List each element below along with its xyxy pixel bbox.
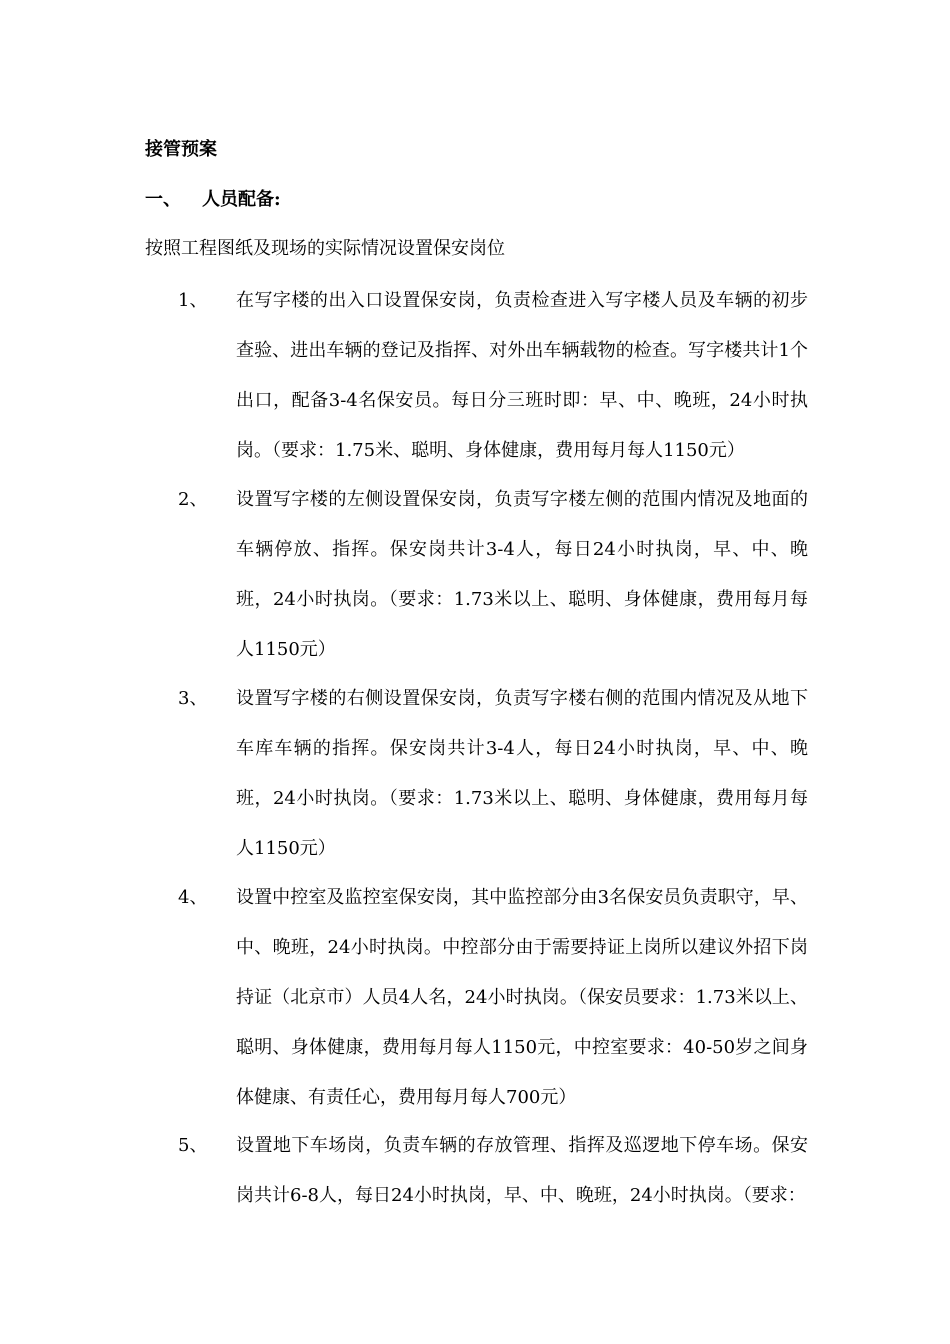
list-item-marker: 2、	[178, 489, 208, 510]
list-item-3	[178, 674, 810, 874]
list-item-text: 设置写字楼的左侧设置保安岗，负责写字楼左侧的范围内情况及地面的车辆停放、指挥。保安岗共计3-4人，每日24小时执岗，早、中、晚班，24小时执岗。（要求：1.73米以上、聪明、身体健康，费用每月每人1150元）	[236, 489, 808, 660]
document-title: 接管预案	[145, 139, 217, 160]
section-title: 人员配备:	[202, 189, 281, 210]
list-item-marker: 5、	[178, 1135, 208, 1156]
list-item-marker: 1、	[178, 290, 208, 311]
intro-paragraph: 按照工程图纸及现场的实际情况设置保安岗位	[145, 238, 505, 259]
list-item-2	[178, 475, 810, 675]
list-item-text: 在写字楼的出入口设置保安岗，负责检查进入写字楼人员及车辆的初步查验、进出车辆的登记及指挥、对外出车辆载物的检查。写字楼共计1个出口，配备3-4名保安员。每日分三班时即：早、中、晚班，24小时执岗。（要求：1.75米、聪明、身体健康，费用每月每人1150元）	[236, 290, 808, 461]
list-item-marker: 4、	[178, 887, 208, 908]
section-heading	[145, 188, 281, 212]
section-number: 一、	[145, 189, 181, 210]
list-item-text: 设置写字楼的右侧设置保安岗，负责写字楼右侧的范围内情况及从地下车库车辆的指挥。保安岗共计3-4人，每日24小时执岗，早、中、晚班，24小时执岗。（要求：1.73米以上、聪明、身体健康，费用每月每人1150元）	[236, 688, 808, 859]
list-item-4	[178, 873, 810, 1123]
list-item-marker: 3、	[178, 688, 208, 709]
list-item-text: 设置中控室及监控室保安岗，其中监控部分由3名保安员负责职守，早、中、晚班，24小时执岗。中控部分由于需要持证上岗所以建议外招下岗持证（北京市）人员4人名，24小时执岗。（保安员要求：1.73米以上、聪明、身体健康，费用每月每人1150元，中控室要求：40-50岁之间身体健康、有责任心，费用每月每人700元）	[236, 887, 808, 1108]
list-item-5	[178, 1121, 810, 1221]
list-item-1	[178, 276, 810, 476]
list-item-text: 设置地下车场岗，负责车辆的存放管理、指挥及巡逻地下停车场。保安岗共计6-8人，每日24小时执岗，早、中、晚班，24小时执岗。（要求：	[236, 1135, 808, 1206]
